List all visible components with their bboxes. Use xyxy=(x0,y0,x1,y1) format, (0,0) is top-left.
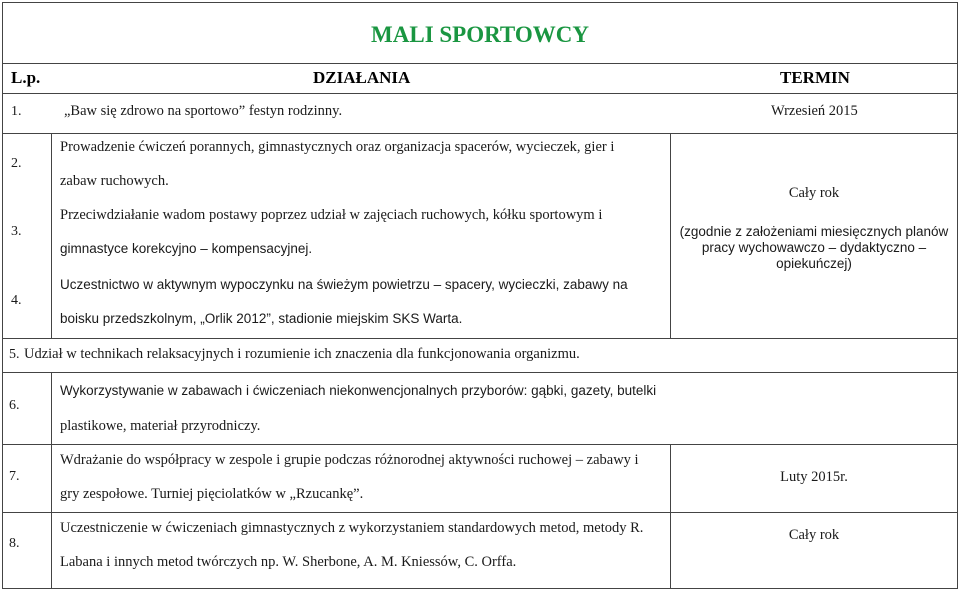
term-text: Wrzesień 2015 xyxy=(771,103,858,119)
row-divider xyxy=(2,338,958,339)
header-lp: L.p. xyxy=(11,68,41,87)
term-text: Cały rok xyxy=(788,527,840,543)
row-text: zabaw ruchowych. xyxy=(60,173,169,189)
row-divider xyxy=(2,372,958,373)
term-text: Cały rok xyxy=(788,185,840,201)
row-number: 8. xyxy=(9,536,20,551)
row-text: „Baw się zdrowo na sportowo” festyn rodzinny. xyxy=(64,103,343,119)
page-title: MALI SPORTOWCY xyxy=(371,22,589,47)
table-border-left xyxy=(2,2,3,589)
row-text: Labana i innych metod twórczych np. W. Sherbone, A. M. Kniessów, C. Orffa. xyxy=(60,554,517,570)
header-term: TERMIN xyxy=(780,68,850,87)
row-text: boisku przedszkolnym, „Orlik 2012”, stadionie miejskim SKS Warta. xyxy=(60,311,463,326)
row-text: Wdrażanie do współpracy w zespole i grupie podczas różnorodnej aktywności ruchowej – zabawy i xyxy=(60,452,639,468)
row-text: Wykorzystywanie w zabawach i ćwiczeniach niekonwencjonalnych przyborów: gąbki, gazety, butelki xyxy=(60,383,657,398)
row-text: gimnastyce korekcyjno – kompensacyjnej. xyxy=(60,241,313,256)
term-text: Luty 2015r. xyxy=(780,469,848,485)
row-number: 7. xyxy=(9,469,20,484)
row-divider xyxy=(2,63,958,64)
row-number: 3. xyxy=(11,224,22,239)
col-divider-num xyxy=(51,133,52,338)
col-divider-num xyxy=(51,372,52,588)
row-divider xyxy=(2,512,958,513)
col-divider-term xyxy=(670,444,671,588)
table-border-bottom xyxy=(2,588,958,589)
row-text: Uczestniczenie w ćwiczeniach gimnastycznych z wykorzystaniem standardowych metod, metody R. xyxy=(60,520,644,536)
table-border-right xyxy=(957,2,958,589)
term-note: (zgodnie z założeniami miesięcznych planów pracy wychowawczo – dydaktyczno – opiekuńczej) xyxy=(679,224,949,271)
row-text: Udział w technikach relaksacyjnych i rozumienie ich znaczenia dla funkcjonowania organizmu. xyxy=(24,346,580,362)
col-divider-term xyxy=(670,133,671,338)
row-number: 1. xyxy=(11,104,22,119)
row-text: gry zespołowe. Turniej pięciolatków w „Rzucankę”. xyxy=(60,486,364,502)
row-text: Prowadzenie ćwiczeń porannych, gimnastycznych oraz organizacja spacerów, wycieczek, gier i xyxy=(60,139,615,155)
row-number: 6. xyxy=(9,398,20,413)
table-border-top xyxy=(2,2,958,3)
row-number: 5. xyxy=(9,347,20,362)
row-text: plastikowe, materiał przyrodniczy. xyxy=(60,418,261,434)
row-number: 2. xyxy=(11,156,22,171)
row-number: 4. xyxy=(11,293,22,308)
row-divider xyxy=(2,133,958,134)
row-text: Przeciwdziałanie wadom postawy poprzez udział w zajęciach ruchowych, kółku sportowym i xyxy=(60,207,603,223)
row-divider xyxy=(2,444,958,445)
row-divider xyxy=(2,93,958,94)
row-text: Uczestnictwo w aktywnym wypoczynku na świeżym powietrzu – spacery, wycieczki, zabawy na xyxy=(60,277,628,292)
header-actions: DZIAŁANIA xyxy=(313,68,411,87)
